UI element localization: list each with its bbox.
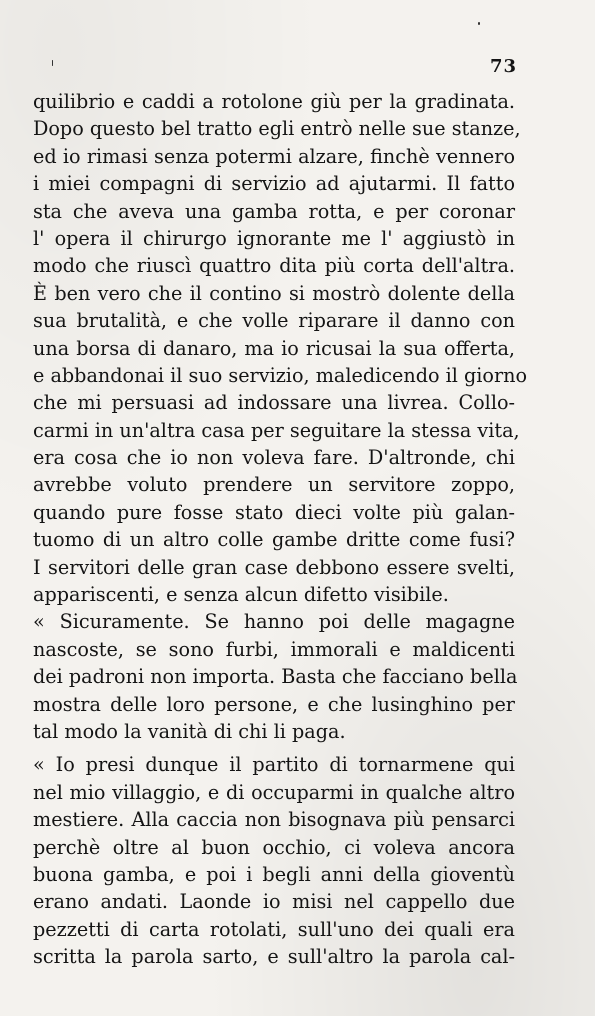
text-line: tuomo di un altro colle gambe dritte come fusi? (33, 528, 515, 552)
text-line: tal modo la vanità di chi li paga. (33, 719, 346, 743)
text-line: una borsa di danaro, ma io ricusai la sua offerta, (33, 336, 515, 360)
text-line: era cosa che io non voleva fare. D'altronde, chi (33, 446, 515, 470)
text-line: ed io rimasi senza potermi alzare, finchè vennero (33, 144, 515, 168)
body-text (33, 88, 528, 971)
text-line: nel mio villaggio, e di occuparmi in qualche altro (33, 780, 515, 804)
text-line: « Sicuramente. Se hanno poi delle magagne (33, 610, 515, 634)
text-line: È ben vero che il contino si mostrò dolente della (33, 281, 515, 305)
text-line: dei padroni non importa. Basta che facciano bella (33, 665, 518, 689)
text-line: i miei compagni di servizio ad ajutarmi. Il fatto (33, 172, 515, 196)
text-line: nascoste, se sono furbi, immorali e maldicenti (33, 637, 515, 661)
text-line: erano andati. Laonde io misi nel cappello due (33, 890, 515, 914)
text-line: mestiere. Alla caccia non bisognava più pensarci (33, 808, 515, 832)
text-line: scritta la parola sarto, e sull'altro la parola cal- (33, 945, 515, 969)
text-line: avrebbe voluto prendere un servitore zoppo, (33, 473, 515, 497)
text-line: carmi in un'altra casa per seguitare la stessa vita, (33, 418, 520, 442)
text-line: modo che riuscì quattro dita più corta dell'altra. (33, 254, 515, 278)
text-line: I servitori delle gran case debbono essere svelti, (33, 555, 515, 579)
text-line: sta che aveva una gamba rotta, e per coronar (33, 199, 515, 223)
text-line: mostra delle loro persone, e che lusinghino per (33, 692, 515, 716)
page-number: 73 (489, 56, 517, 77)
text-line: appariscenti, e senza alcun difetto visibile. (33, 583, 449, 607)
text-line: l' opera il chirurgo ignorante me l' aggiustò in (33, 226, 515, 250)
text-line: che mi persuasi ad indossare una livrea. Collo- (33, 391, 515, 415)
print-speck (478, 22, 480, 25)
text-line: sua brutalità, e che volle riparare il danno con (33, 309, 515, 333)
text-line: e abbandonai il suo servizio, maledicendo il giorno (33, 363, 528, 387)
text-line: quando pure fosse stato dieci volte più galan- (33, 500, 515, 524)
text-line: Dopo questo bel tratto egli entrò nelle sue stanze, (33, 117, 521, 141)
text-line: « Io presi dunque il partito di tornarmene qui (33, 753, 515, 777)
print-speck (52, 60, 53, 66)
text-line: pezzetti di carta rotolati, sull'uno dei quali era (33, 917, 515, 941)
text-line: buona gamba, e poi i begli anni della gioventù (33, 862, 515, 886)
text-line: perchè oltre al buon occhio, ci voleva ancora (33, 835, 515, 859)
text-line: quilibrio e caddi a rotolone giù per la gradinata. (33, 90, 515, 113)
